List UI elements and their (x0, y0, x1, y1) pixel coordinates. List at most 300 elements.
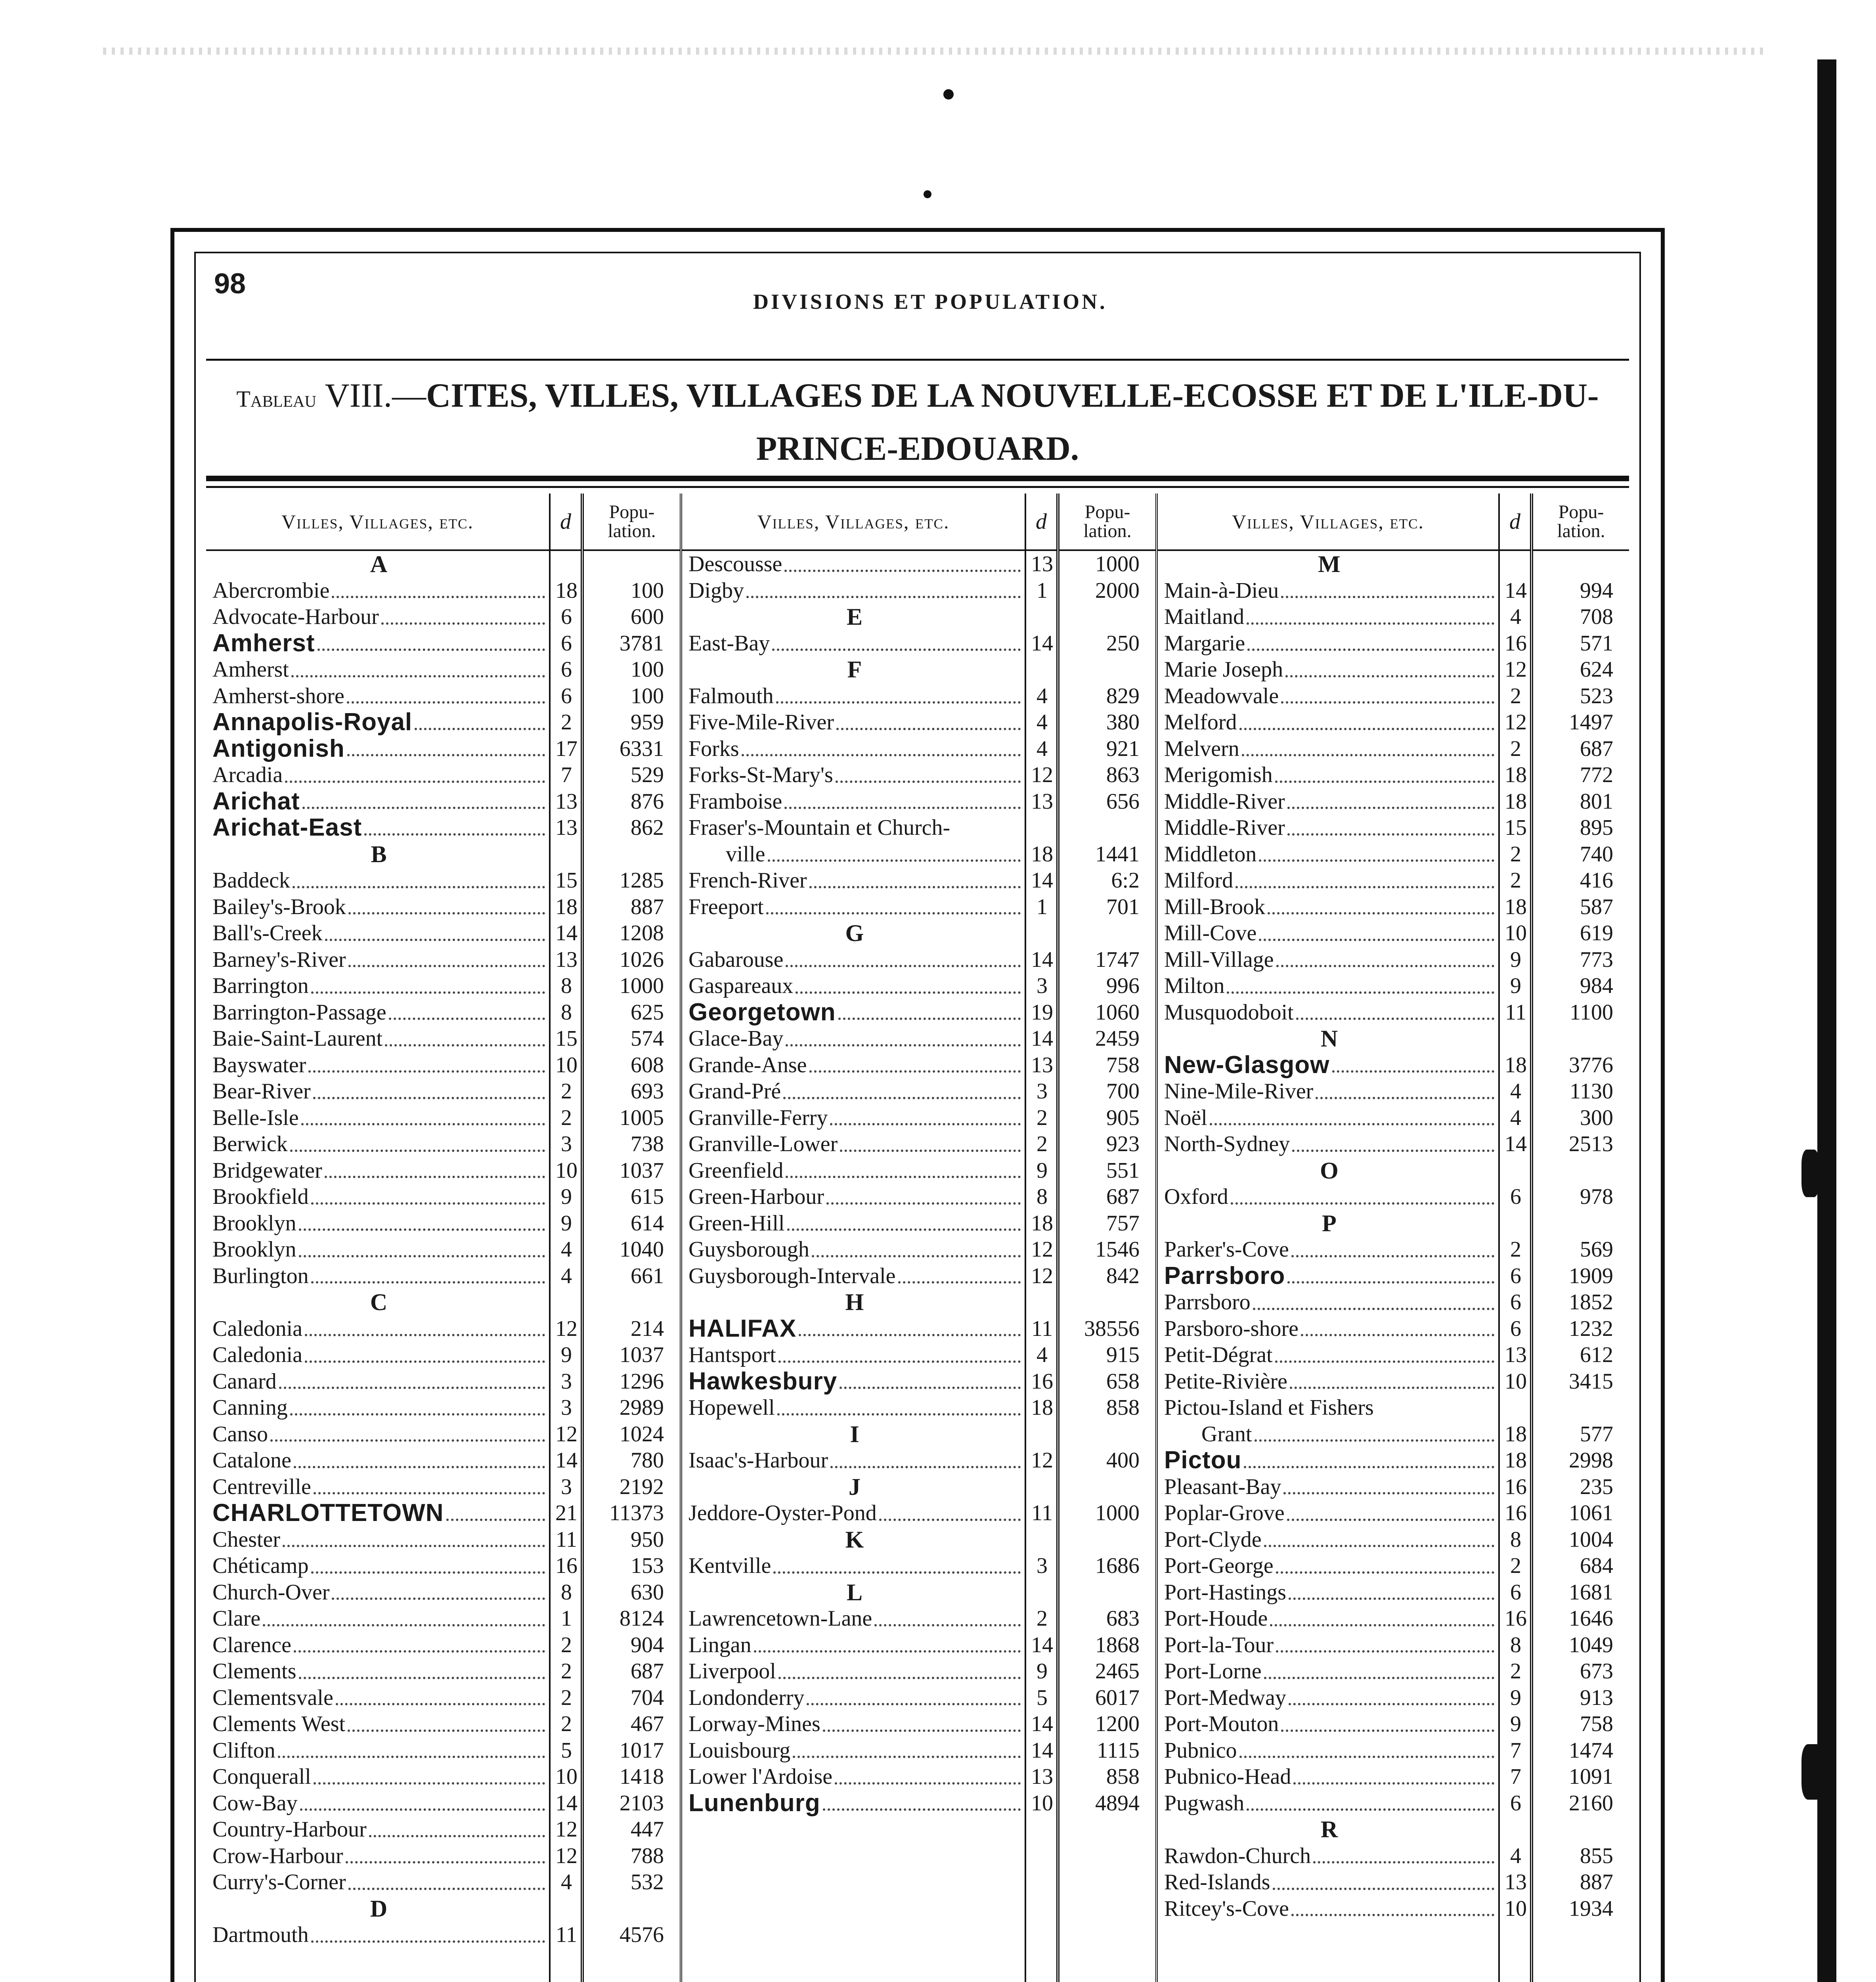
place-name (682, 999, 1025, 1026)
district-number: 12 (555, 1421, 578, 1446)
place-name-text: Clifton (212, 1738, 275, 1763)
population-value (1059, 815, 1155, 841)
place-name (206, 1025, 549, 1052)
place-name (206, 683, 549, 710)
place-name-text: L (846, 1579, 863, 1605)
leader-dots (305, 1334, 545, 1336)
place-name-text: Port-Lorne (1164, 1659, 1262, 1684)
place-name (682, 1052, 1025, 1079)
ink-speck (943, 89, 954, 99)
scan-noise-top (103, 48, 1768, 55)
population-value: 913 (1580, 1685, 1613, 1710)
population-value: 757 (1106, 1211, 1140, 1236)
leader-dots (879, 1519, 1021, 1521)
place-name (206, 1474, 549, 1500)
place-name (206, 1685, 549, 1711)
place-name (1158, 1447, 1498, 1474)
section-letter (1158, 1210, 1498, 1237)
leader-dots (347, 754, 545, 756)
place-name-text: Burlington (212, 1263, 309, 1288)
place-name (682, 630, 1025, 657)
leader-dots (1247, 622, 1494, 625)
leader-dots (754, 1650, 1021, 1653)
population-value (1059, 1474, 1155, 1500)
place-name (1158, 1131, 1498, 1157)
place-name (206, 1737, 549, 1764)
place-name-text: N (1320, 1025, 1338, 1052)
place-name (682, 683, 1025, 710)
population-value: 1000 (1095, 552, 1140, 576)
district-number: 16 (1505, 1501, 1527, 1525)
leader-dots (1291, 1914, 1494, 1916)
population-value: 950 (631, 1527, 664, 1552)
place-name-text: Green-Hill (688, 1211, 785, 1236)
leader-dots (369, 1835, 545, 1837)
leader-dots (1275, 1360, 1494, 1363)
population-value: 687 (1580, 736, 1613, 761)
place-name (1158, 920, 1498, 947)
district-number: 1 (1036, 894, 1048, 919)
population-value: 1868 (1095, 1632, 1140, 1657)
leader-dots (385, 1044, 545, 1046)
leader-dots (300, 1808, 545, 1811)
place-name-text: Caledonia (212, 1343, 303, 1367)
place-name (1158, 841, 1498, 868)
leader-dots (311, 1202, 545, 1205)
place-name-text: Hantsport (688, 1343, 776, 1367)
place-name-text: K (845, 1526, 864, 1553)
population-value: 994 (1580, 578, 1613, 603)
leader-dots (305, 1360, 545, 1363)
district-number: 14 (555, 1791, 578, 1816)
district-number (1026, 920, 1056, 947)
leader-dots (1313, 1861, 1494, 1863)
district-number (1026, 1527, 1056, 1553)
place-name (1158, 1685, 1498, 1711)
leader-dots (783, 1097, 1021, 1099)
leader-dots (336, 1703, 545, 1705)
place-name (1158, 999, 1498, 1026)
population-value: 887 (631, 894, 664, 919)
leader-dots (1239, 1756, 1494, 1758)
place-name-text: Grande-Anse (688, 1052, 807, 1077)
place-name-text: Granville-Ferry (688, 1105, 828, 1130)
population-value: 551 (1106, 1158, 1140, 1183)
place-name-text: Guysborough (688, 1237, 809, 1262)
district-number (551, 1289, 581, 1316)
district-number: 6 (561, 657, 572, 682)
place-name-text: Milford (1164, 868, 1233, 893)
leader-dots (874, 1624, 1021, 1626)
district-number: 16 (1031, 1369, 1053, 1394)
title-rule-thin (206, 486, 1629, 488)
district-number: 15 (1505, 815, 1527, 840)
leader-dots (742, 754, 1021, 756)
population-value (1533, 1025, 1629, 1052)
district-number: 2 (561, 710, 572, 735)
section-letter (1158, 1157, 1498, 1184)
place-name (682, 894, 1025, 920)
population-value: 661 (631, 1263, 664, 1288)
table-title-label: Tableau (236, 386, 317, 412)
district-number: 13 (555, 947, 578, 972)
population-value: 6:2 (1111, 868, 1140, 893)
population-value: 684 (1580, 1553, 1613, 1578)
place-name-text: Crow-Harbour (212, 1843, 343, 1868)
population-value: 1934 (1569, 1896, 1613, 1921)
header-villes: Villes, Villages, etc. (1158, 494, 1498, 551)
column-district (549, 494, 581, 1982)
place-name (206, 788, 549, 815)
column-names (206, 494, 549, 1982)
district-number: 8 (561, 974, 572, 998)
district-number: 4 (1510, 1105, 1521, 1130)
population-value: 214 (631, 1316, 664, 1341)
population-value: 887 (1580, 1870, 1613, 1894)
column-population (1056, 494, 1155, 1982)
population-value: 447 (631, 1817, 664, 1842)
leader-dots (389, 1018, 545, 1020)
place-name-text: Parker's-Cove (1164, 1237, 1289, 1262)
leader-dots (1235, 886, 1494, 888)
table-column-3 (1155, 494, 1629, 1982)
place-name (682, 867, 1025, 894)
district-number: 14 (1031, 868, 1053, 893)
district-number: 13 (1031, 789, 1053, 814)
place-name (682, 1105, 1025, 1131)
population-value: 100 (631, 683, 664, 708)
ink-blot (1801, 1744, 1823, 1800)
population-value: 1232 (1569, 1316, 1613, 1341)
population-value: 1909 (1569, 1263, 1613, 1288)
place-name-text: H (845, 1289, 864, 1315)
place-name-text: G (845, 920, 864, 946)
district-number: 2 (1510, 736, 1521, 761)
place-name (1158, 1368, 1498, 1395)
population-value: 3415 (1569, 1369, 1613, 1394)
population-value: 2989 (620, 1395, 664, 1420)
place-name (206, 578, 549, 604)
population-value: 1546 (1095, 1237, 1140, 1262)
place-name-text: Catalone (212, 1448, 292, 1473)
place-name-text: Hawkesbury (688, 1368, 838, 1395)
population-value: 701 (1106, 894, 1140, 919)
leader-dots (299, 1228, 545, 1231)
place-name (206, 604, 549, 630)
population-value: 1040 (620, 1237, 664, 1262)
leader-dots (293, 886, 545, 888)
population-value: 2160 (1569, 1791, 1613, 1816)
district-number: 11 (556, 1923, 577, 1947)
leader-dots (348, 1729, 545, 1732)
place-name (682, 947, 1025, 973)
section-letter (682, 1289, 1025, 1316)
leader-dots (348, 965, 545, 967)
district-number (1026, 1579, 1056, 1606)
leader-dots (446, 1519, 545, 1521)
district-number: 2 (1510, 1553, 1521, 1578)
district-number: 18 (1505, 763, 1527, 787)
section-letter (206, 1289, 549, 1316)
population-value: 1061 (1569, 1501, 1613, 1525)
place-name-text: Clarence (212, 1632, 291, 1657)
district-number: 12 (1031, 1448, 1053, 1473)
header-rule (206, 359, 1629, 361)
population-value: 571 (1580, 631, 1613, 656)
place-name (1158, 1342, 1498, 1368)
district-number: 2 (561, 1105, 572, 1130)
section-letter (682, 920, 1025, 947)
place-name (1158, 604, 1498, 630)
leader-dots (1275, 781, 1494, 783)
place-name (1158, 656, 1498, 683)
place-name-text: Amherst (212, 657, 289, 682)
place-name (206, 630, 549, 657)
population-value (1533, 1395, 1629, 1421)
district-number: 11 (1031, 1501, 1053, 1525)
district-number: 4 (1510, 1843, 1521, 1868)
header-population: Popu- lation. (1533, 494, 1629, 551)
place-name (1158, 1527, 1498, 1553)
place-name (206, 947, 549, 973)
place-name-text: Five-Mile-River (688, 710, 834, 735)
leader-dots (812, 1255, 1021, 1257)
district-number (1500, 1816, 1530, 1843)
place-name-text: B (371, 841, 387, 867)
leader-dots (314, 1782, 545, 1785)
place-name (1158, 1869, 1498, 1896)
district-number: 15 (555, 868, 578, 893)
population-value (584, 1896, 680, 1922)
leader-dots (1287, 1519, 1494, 1521)
district-number: 6 (561, 631, 572, 656)
population-value (1059, 920, 1155, 947)
leader-dots (1273, 1888, 1494, 1890)
district-number: 14 (1505, 578, 1527, 603)
district-number: 8 (1510, 1632, 1521, 1657)
district-number: 18 (1505, 789, 1527, 814)
population-value: 673 (1580, 1659, 1613, 1684)
leader-dots (1291, 1255, 1494, 1257)
leader-dots (415, 728, 545, 730)
table-title-line2: PRINCE-EDOUARD. (756, 429, 1079, 467)
place-name-text: Parrsboro (1164, 1263, 1285, 1289)
district-number: 9 (1036, 1659, 1048, 1684)
district-number: 1 (1036, 578, 1048, 603)
place-name (1158, 867, 1498, 894)
place-name (682, 841, 1025, 868)
place-name (682, 1236, 1025, 1263)
place-name (206, 1527, 549, 1553)
population-value: 656 (1106, 789, 1140, 814)
leader-dots (796, 991, 1021, 994)
leader-dots (1287, 833, 1494, 836)
place-name (682, 1658, 1025, 1685)
leader-dots (311, 1571, 545, 1574)
place-name (206, 1869, 549, 1896)
population-value: 416 (1580, 868, 1613, 893)
district-number: 2 (1036, 1105, 1048, 1130)
leader-dots (1281, 701, 1494, 704)
district-number: 14 (1031, 947, 1053, 972)
district-number: 6 (561, 683, 572, 708)
leader-dots (332, 596, 545, 598)
district-number (1026, 656, 1056, 683)
place-name-text: Annapolis-Royal (212, 709, 413, 736)
population-value: 2192 (620, 1474, 664, 1499)
district-number: 2 (1510, 868, 1521, 893)
section-letter (682, 1579, 1025, 1606)
place-name-text: Petite-Rivière (1164, 1369, 1288, 1394)
leader-dots (283, 1545, 545, 1547)
district-number: 9 (1510, 1712, 1521, 1736)
district-number: 12 (555, 1817, 578, 1842)
place-name-text: Middleton (1164, 842, 1257, 867)
place-name (206, 894, 549, 920)
population-value: 1441 (1095, 842, 1140, 867)
section-letter (1158, 1816, 1498, 1843)
place-name-text: Gabarouse (688, 947, 784, 972)
leader-dots (1210, 1123, 1494, 1125)
place-name-text: Baddeck (212, 868, 290, 893)
district-number: 18 (1031, 842, 1053, 867)
header-population: Popu- lation. (1059, 494, 1155, 551)
population-value: 4576 (620, 1923, 664, 1947)
population-value: 587 (1580, 894, 1613, 919)
leader-dots (1290, 1387, 1494, 1389)
leader-dots (1289, 1597, 1494, 1600)
place-name-text: Chester (212, 1527, 281, 1552)
district-number: 7 (1510, 1738, 1521, 1763)
place-name-text: Port-la-Tour (1164, 1632, 1274, 1657)
district-number: 8 (561, 1580, 572, 1605)
population-value: 624 (1580, 657, 1613, 682)
leader-dots (809, 886, 1021, 888)
population-value: 1208 (620, 921, 664, 945)
place-name (1158, 1737, 1498, 1764)
population-value: 614 (631, 1211, 664, 1236)
district-number: 2 (1036, 1606, 1048, 1631)
section-letter (1158, 551, 1498, 578)
place-name (1158, 1764, 1498, 1790)
population-value: 1017 (620, 1738, 664, 1763)
district-number: 6 (1510, 1263, 1521, 1288)
population-table (206, 494, 1629, 1982)
leader-dots (823, 1808, 1021, 1811)
population-value: 801 (1580, 789, 1613, 814)
leader-dots (301, 1123, 545, 1125)
leader-dots (746, 596, 1021, 598)
district-number: 13 (555, 789, 578, 814)
place-name (206, 1711, 549, 1737)
place-name (206, 1579, 549, 1606)
population-value: 38556 (1084, 1316, 1140, 1341)
population-value: 915 (1106, 1343, 1140, 1367)
place-name (682, 1263, 1025, 1289)
place-name (682, 709, 1025, 736)
place-name (206, 815, 549, 841)
place-name (682, 1737, 1025, 1764)
place-name-text: D (370, 1895, 388, 1922)
leader-dots (1239, 728, 1494, 730)
place-name-text: A (370, 551, 388, 577)
population-value: 2000 (1095, 578, 1140, 603)
district-number (1500, 1395, 1530, 1421)
leader-dots (768, 859, 1021, 862)
district-number: 21 (555, 1501, 578, 1525)
leader-dots (772, 649, 1021, 651)
section-letter (682, 1527, 1025, 1553)
population-value: 2513 (1569, 1132, 1613, 1156)
leader-dots (285, 781, 545, 783)
place-name-text: J (849, 1473, 861, 1500)
place-name (206, 709, 549, 736)
place-name-text: Descousse (688, 552, 782, 576)
district-number: 12 (1031, 1263, 1053, 1288)
leader-dots (778, 1677, 1021, 1679)
district-number: 7 (561, 763, 572, 787)
place-name (682, 1605, 1025, 1632)
leader-dots (786, 1044, 1021, 1046)
population-value: 574 (631, 1026, 664, 1051)
leader-dots (1268, 912, 1494, 914)
population-value: 380 (1106, 710, 1140, 735)
leader-dots (263, 1624, 545, 1626)
place-name-text: Liverpool (688, 1659, 776, 1684)
place-name (206, 999, 549, 1026)
population-value: 1000 (620, 974, 664, 998)
place-name-text: Fraser's-Mountain et Church- (688, 815, 950, 840)
place-name-text: Amherst (212, 630, 315, 656)
header-d: d (551, 494, 581, 551)
place-name (206, 1816, 549, 1843)
district-number: 16 (1505, 1474, 1527, 1499)
population-value: 693 (631, 1079, 664, 1104)
leader-dots (311, 991, 545, 994)
leader-dots (1293, 1782, 1494, 1785)
place-name (206, 1500, 549, 1527)
place-name-text: Pictou-Island et Fishers (1164, 1395, 1374, 1420)
leader-dots (1276, 1650, 1494, 1653)
place-name-text: Glace-Bay (688, 1026, 784, 1051)
population-value: 687 (1106, 1184, 1140, 1209)
district-number (551, 551, 581, 578)
leader-dots (317, 649, 545, 651)
place-name (1158, 1263, 1498, 1289)
district-number: 10 (1505, 921, 1527, 945)
leader-dots (1244, 1466, 1494, 1468)
district-number: 4 (561, 1237, 572, 1262)
leader-dots (348, 912, 545, 914)
population-value: 467 (631, 1712, 664, 1736)
leader-dots (1247, 649, 1494, 651)
place-name-text: Guysborough-Intervale (688, 1263, 896, 1288)
place-name-text: Ball's-Creek (212, 921, 323, 945)
leader-dots (294, 1466, 545, 1468)
place-name-text: Ritcey's-Cove (1164, 1896, 1289, 1921)
place-name (206, 1632, 549, 1659)
district-number: 4 (1510, 1079, 1521, 1104)
district-number (1026, 1289, 1056, 1316)
place-name-text: Abercrombie (212, 578, 330, 603)
district-number: 17 (555, 736, 578, 761)
leader-dots (314, 1492, 545, 1494)
leader-dots (830, 1123, 1021, 1125)
place-name (1158, 947, 1498, 973)
district-number: 13 (1505, 1343, 1527, 1367)
population-value: 1200 (1095, 1712, 1140, 1736)
place-name-text: Dartmouth (212, 1923, 309, 1947)
